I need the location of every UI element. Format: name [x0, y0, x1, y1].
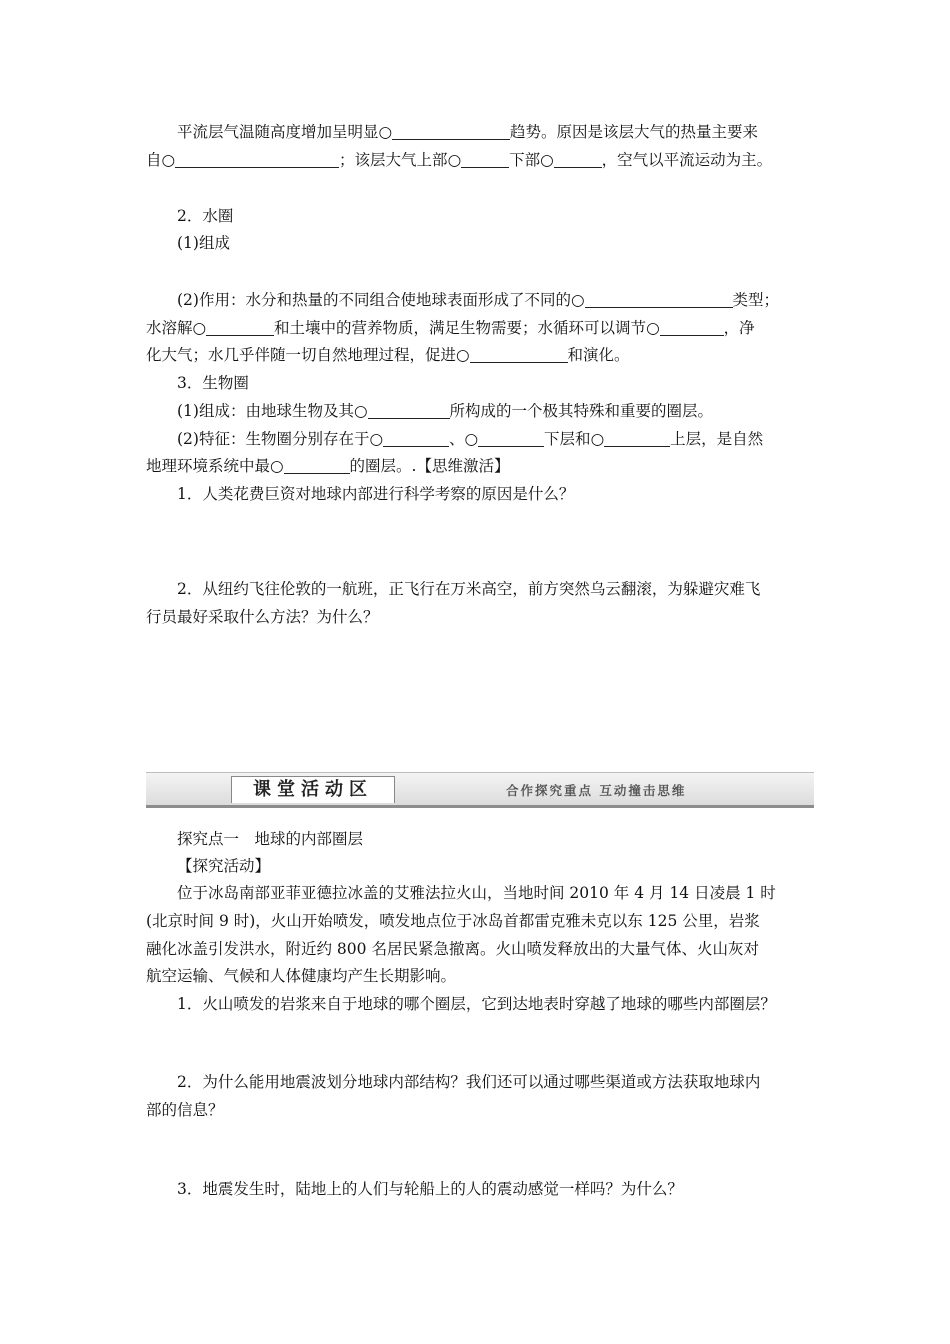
thinking-question-2-line-1: 2．从纽约飞往伦敦的一航班，正飞行在万米高空，前方突然乌云翻滚，为躲避灾难飞 — [177, 580, 761, 598]
circle-marker-icon: ○ — [464, 430, 479, 448]
explore-question-2-line-2: 部的信息？ — [146, 1101, 224, 1119]
circle-marker-icon: ○ — [570, 291, 585, 309]
fill-blank[interactable] — [554, 152, 602, 168]
fill-blank[interactable] — [284, 458, 350, 474]
circle-marker-icon: ○ — [369, 430, 383, 448]
thinking-question-2-line-2: 行员最好采取什么方法？为什么？ — [146, 608, 379, 626]
explore-heading: 探究点一 地球的内部圈层 — [177, 830, 364, 848]
circle-marker-icon: ○ — [447, 151, 462, 169]
circle-marker-icon: ○ — [192, 319, 207, 337]
circle-marker-icon: ○ — [378, 123, 393, 141]
fill-blank[interactable] — [470, 347, 568, 363]
fill-blank[interactable] — [392, 124, 510, 140]
circle-marker-icon: ○ — [590, 430, 605, 448]
explore-paragraph-line-4: 航空运输、气候和人体健康均产生长期影响。 — [146, 967, 457, 985]
hydrosphere-role-line-3: 化大气；水几乎伴随一切自然地理过程，促进○ 和演化。 — [146, 346, 630, 364]
explore-question-3: 3．地震发生时，陆地上的人们与轮船上的人的震动感觉一样吗？为什么？ — [177, 1180, 683, 1198]
circle-marker-icon: ○ — [456, 346, 470, 364]
section-banner — [146, 772, 814, 808]
hydrosphere-role-line-2: 水溶解○ 和土壤中的营养物质，满足生物需要；水循环可以调节○ ，净 — [146, 319, 755, 337]
explore-paragraph-line-3: 融化冰盖引发洪水，附近约 800 名居民紧急撤离。火山喷发释放出的大量气体、火山灰对 — [146, 940, 759, 958]
fill-blank[interactable] — [660, 320, 724, 336]
stratosphere-line-1: 平流层气温随高度增加呈明显○ 趋势。原因是该层大气的热量主要来 — [177, 123, 759, 141]
circle-marker-icon: ○ — [270, 457, 284, 475]
fill-blank[interactable] — [478, 431, 544, 447]
circle-marker-icon: ○ — [161, 151, 176, 169]
hydrosphere-heading: 2．水圈 — [177, 207, 234, 225]
circle-marker-icon: ○ — [353, 402, 368, 420]
stratosphere-line-2: 自○ ；该层大气上部○ 下部○ ，空气以平流运动为主。 — [146, 151, 773, 169]
hydrosphere-composition: (1)组成 — [177, 234, 230, 252]
fill-blank[interactable] — [383, 431, 449, 447]
fill-blank[interactable] — [585, 292, 733, 308]
hydrosphere-role-line-1: (2)作用：水分和热量的不同组合使地球表面形成了不同的○ 类型； — [177, 291, 780, 309]
banner-subtitle: 合作探究重点 互动撞击思维 — [506, 783, 687, 798]
biosphere-heading: 3．生物圈 — [177, 374, 249, 392]
biosphere-feature-line-2: 地理环境系统中最○ 的圈层。.【思维激活】 — [146, 457, 510, 475]
fill-blank[interactable] — [604, 431, 670, 447]
biosphere-feature-line-1: (2)特征：生物圈分别存在于○ 、○ 下层和○ 上层，是自然 — [177, 430, 764, 448]
biosphere-composition: (1)组成：由地球生物及其○ 所构成的一个极其特殊和重要的圈层。 — [177, 402, 714, 420]
explore-question-2-line-1: 2．为什么能用地震波划分地球内部结构？我们还可以通过哪些渠道或方法获取地球内 — [177, 1073, 761, 1091]
fill-blank[interactable] — [206, 320, 274, 336]
fill-blank[interactable] — [175, 152, 339, 168]
thinking-question-1: 1．人类花费巨资对地球内部进行科学考察的原因是什么？ — [177, 485, 575, 503]
fill-blank[interactable] — [368, 403, 450, 419]
fill-blank[interactable] — [461, 152, 509, 168]
circle-marker-icon: ○ — [646, 319, 660, 337]
explore-paragraph-line-2: (北京时间 9 时)，火山开始喷发，喷发地点位于冰岛首都雷克雅未克以东 125 公里，岩浆 — [146, 912, 760, 930]
circle-marker-icon: ○ — [540, 151, 554, 169]
banner-title: 课堂活动区 — [231, 776, 395, 803]
explore-question-1: 1．火山喷发的岩浆来自于地球的哪个圈层，它到达地表时穿越了地球的哪些内部圈层？ — [177, 995, 776, 1013]
thinking-heading: 【思维激活】 — [416, 457, 510, 475]
explore-activity-heading: 【探究活动】 — [177, 857, 271, 875]
explore-paragraph-line-1: 位于冰岛南部亚菲亚德拉冰盖的艾雅法拉火山，当地时间 2010 年 4 月 14 日凌晨 1 时 — [177, 884, 776, 902]
